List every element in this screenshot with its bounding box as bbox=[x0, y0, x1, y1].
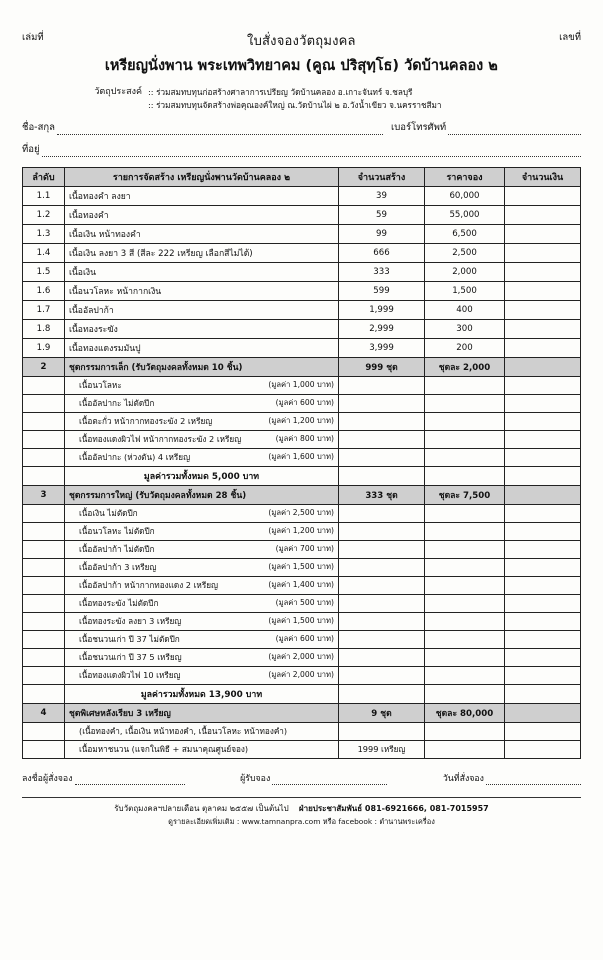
row-desc: เนื้อทองคำ ลงยา bbox=[65, 187, 339, 206]
row-qty: 2,999 bbox=[339, 320, 425, 339]
giveaway-qty: 1999 เหรียญ bbox=[339, 741, 425, 759]
item-label: เนื้อเงิน ไม่ตัดปีก bbox=[79, 508, 138, 519]
set-large-item-desc bbox=[65, 541, 339, 559]
purpose-line-1: :: ร่วมสมทบทุนก่อสร้างศาลาการเปรียญ วัดบ้านคลอง อ.เกาะจันทร์ จ.ชลบุรี bbox=[148, 87, 413, 97]
set-large-item-desc bbox=[65, 613, 339, 631]
row-desc: เนื้ออัลปาก้า bbox=[65, 301, 339, 320]
signature-row bbox=[22, 771, 581, 785]
row-price: 400 bbox=[425, 301, 505, 320]
set-small-amount[interactable] bbox=[505, 358, 581, 377]
row-no: 1.2 bbox=[23, 206, 65, 225]
row-no: 1.3 bbox=[23, 225, 65, 244]
set-special-desc: ชุดพิเศษหลังเรียบ 3 เหรียญ bbox=[65, 704, 339, 723]
set-small-item-desc bbox=[65, 377, 339, 395]
set-small-item-desc bbox=[65, 431, 339, 449]
set-large-no: 3 bbox=[23, 486, 65, 505]
row-amount[interactable] bbox=[505, 301, 581, 320]
title-block bbox=[44, 30, 560, 77]
col-price: ราคาจอง bbox=[425, 168, 505, 187]
item-value: (มูลค่า 600 บาท) bbox=[275, 634, 334, 644]
set-large-item-desc bbox=[65, 505, 339, 523]
set-special-qty: 9 ชุด bbox=[339, 704, 425, 723]
row-price: 2,000 bbox=[425, 263, 505, 282]
set-small-price: ชุดละ 2,000 bbox=[425, 358, 505, 377]
row-price: 60,000 bbox=[425, 187, 505, 206]
row-qty: 333 bbox=[339, 263, 425, 282]
table-row bbox=[23, 225, 581, 244]
item-label: เนื้ออัลปาก้า 3 เหรียญ bbox=[79, 562, 157, 573]
set-special-sub-row bbox=[23, 723, 581, 741]
row-no: 1.5 bbox=[23, 263, 65, 282]
set-large-item-row bbox=[23, 505, 581, 523]
item-value: (มูลค่า 600 บาท) bbox=[275, 398, 334, 408]
set-large-item-row bbox=[23, 595, 581, 613]
set-large-item-row bbox=[23, 649, 581, 667]
col-amount: จำนวนเงิน bbox=[505, 168, 581, 187]
table-row bbox=[23, 320, 581, 339]
address-field-input[interactable] bbox=[42, 145, 581, 157]
set-small-header-row bbox=[23, 358, 581, 377]
set-small-desc: ชุดกรรมการเล็ก (รับวัตถุมงคลทั้งหมด 10 ชิ้น) bbox=[65, 358, 339, 377]
item-label: เนื้อนวโลหะ ไม่ตัดปีก bbox=[79, 526, 155, 537]
footer-contact-text: ฝ่ายประชาสัมพันธ์ 081-6921666, 081-7015957 bbox=[298, 804, 489, 814]
giveaway-desc: เนื้อมหาชนวน (แจกในพิธี + สมนาคุณศูนย์จอง) bbox=[65, 741, 339, 759]
set-special-amount[interactable] bbox=[505, 704, 581, 723]
table-header-row bbox=[23, 168, 581, 187]
set-large-item-row bbox=[23, 541, 581, 559]
address-row bbox=[22, 142, 581, 157]
row-desc: เนื้อเงิน bbox=[65, 263, 339, 282]
row-price: 2,500 bbox=[425, 244, 505, 263]
table-row bbox=[23, 206, 581, 225]
row-amount[interactable] bbox=[505, 263, 581, 282]
table-row bbox=[23, 301, 581, 320]
set-small-item-desc bbox=[65, 413, 339, 431]
row-qty: 1,999 bbox=[339, 301, 425, 320]
row-no: 1.6 bbox=[23, 282, 65, 301]
set-large-item-desc bbox=[65, 667, 339, 685]
set-small-item-row bbox=[23, 377, 581, 395]
item-value: (มูลค่า 1,000 บาท) bbox=[268, 380, 334, 390]
item-label: เนื้ออัลปาก้า ไม่ตัดปีก bbox=[79, 544, 155, 555]
row-price: 200 bbox=[425, 339, 505, 358]
item-label: เนื้ออัลปาก้า หน้ากากทองแดง 2 เหรียญ bbox=[79, 580, 218, 591]
table-row bbox=[23, 187, 581, 206]
set-small-item-row bbox=[23, 413, 581, 431]
item-value: (มูลค่า 2,000 บาท) bbox=[268, 670, 334, 680]
signature-order-label: ลงชื่อผู้สั่งจอง bbox=[22, 774, 73, 785]
row-no: 1.1 bbox=[23, 187, 65, 206]
set-special-no: 4 bbox=[23, 704, 65, 723]
set-small-item-desc bbox=[65, 395, 339, 413]
set-large-item-desc bbox=[65, 523, 339, 541]
row-price: 300 bbox=[425, 320, 505, 339]
row-no: 1.9 bbox=[23, 339, 65, 358]
page-subtitle: เหรียญนั่งพาน พระเทพวิทยาคม (คูณ ปริสุทฺโธ) วัดบ้านคลอง ๒ bbox=[104, 58, 498, 74]
giveaway-row bbox=[23, 741, 581, 759]
set-large-header-row bbox=[23, 486, 581, 505]
item-value: (มูลค่า 700 บาท) bbox=[275, 544, 334, 554]
set-small-item-desc bbox=[65, 449, 339, 467]
row-amount[interactable] bbox=[505, 225, 581, 244]
item-label: เนื้อชนวนเก่า ปี 37 5 เหรียญ bbox=[79, 652, 182, 663]
row-qty: 39 bbox=[339, 187, 425, 206]
item-value: (มูลค่า 1,500 บาท) bbox=[268, 616, 334, 626]
table-row bbox=[23, 244, 581, 263]
set-large-item-row bbox=[23, 613, 581, 631]
signature-receiver bbox=[240, 771, 387, 785]
row-qty: 99 bbox=[339, 225, 425, 244]
set-small-total: มูลค่ารวมทั้งหมด 5,000 บาท bbox=[65, 467, 339, 486]
row-price: 1,500 bbox=[425, 282, 505, 301]
row-amount[interactable] bbox=[505, 206, 581, 225]
item-label: เนื้อทองระฆัง ไม่ตัดปีก bbox=[79, 598, 159, 609]
item-label: เนื้ออัลปากะ (ห่วงตัน) 4 เหรียญ bbox=[79, 452, 191, 463]
set-large-item-row bbox=[23, 667, 581, 685]
phone-field-input[interactable] bbox=[448, 123, 581, 135]
row-amount[interactable] bbox=[505, 339, 581, 358]
set-special-price: ชุดละ 80,000 bbox=[425, 704, 505, 723]
row-desc: เนื้อนวโลหะ หน้ากากเงิน bbox=[65, 282, 339, 301]
row-amount[interactable] bbox=[505, 244, 581, 263]
item-label: เนื้อทองระฆัง ลงยา 3 เหรียญ bbox=[79, 616, 182, 627]
set-small-qty: 999 ชุด bbox=[339, 358, 425, 377]
address-field-label: ที่อยู่ bbox=[22, 144, 40, 156]
signature-order bbox=[22, 771, 185, 785]
col-qty: จำนวนสร้าง bbox=[339, 168, 425, 187]
row-desc: เนื้อเงิน ลงยา 3 สี (สีละ 222 เหรียญ เลือกสีไม่ได้) bbox=[65, 244, 339, 263]
item-label: เนื้อตะกั่ว หน้ากากทองระฆัง 2 เหรียญ bbox=[79, 416, 213, 427]
set-small-item-row bbox=[23, 449, 581, 467]
set-large-price: ชุดละ 7,500 bbox=[425, 486, 505, 505]
set-large-item-row bbox=[23, 559, 581, 577]
item-value: (มูลค่า 2,000 บาท) bbox=[268, 652, 334, 662]
row-desc: เนื้อทองแดงรมมันปู bbox=[65, 339, 339, 358]
set-small-item-row bbox=[23, 431, 581, 449]
set-large-item-desc bbox=[65, 577, 339, 595]
set-large-total: มูลค่ารวมทั้งหมด 13,900 บาท bbox=[65, 685, 339, 704]
col-desc: รายการจัดสร้าง เหรียญนั่งพานวัดบ้านคลอง ๒ bbox=[65, 168, 339, 187]
item-value: (มูลค่า 2,500 บาท) bbox=[268, 508, 334, 518]
name-phone-row bbox=[22, 120, 581, 135]
row-qty: 599 bbox=[339, 282, 425, 301]
table-row bbox=[23, 282, 581, 301]
set-small-no: 2 bbox=[23, 358, 65, 377]
set-large-item-desc bbox=[65, 595, 339, 613]
signature-receiver-label: ผู้รับจอง bbox=[240, 774, 271, 785]
set-large-item-desc bbox=[65, 649, 339, 667]
row-desc: เนื้อเงิน หน้าทองคำ bbox=[65, 225, 339, 244]
row-amount[interactable] bbox=[505, 187, 581, 206]
item-value: (มูลค่า 1,500 บาท) bbox=[268, 562, 334, 572]
item-value: (มูลค่า 800 บาท) bbox=[275, 434, 334, 444]
footer-line-2: ดูรายละเอียดเพิ่มเติม : www.tamnanpra.com หรือ facebook : ตำนานพระเครื่อง bbox=[168, 817, 435, 827]
row-no: 1.7 bbox=[23, 301, 65, 320]
set-large-desc: ชุดกรรมการใหญ่ (รับวัตถุมงคลทั้งหมด 28 ชิ้น) bbox=[65, 486, 339, 505]
signature-order-input[interactable] bbox=[75, 773, 185, 785]
table-row bbox=[23, 339, 581, 358]
set-special-header-row bbox=[23, 704, 581, 723]
row-desc: เนื้อทองระฆัง bbox=[65, 320, 339, 339]
table-row bbox=[23, 263, 581, 282]
row-desc: เนื้อทองคำ bbox=[65, 206, 339, 225]
signature-date-label: วันที่สั่งจอง bbox=[442, 774, 484, 785]
purpose-block bbox=[22, 86, 581, 111]
purpose-line-2: :: ร่วมสมทบทุนจัดสร้างพ่อคุณองค์ใหญ่ ณ.วัดบ้านไผ่ ๒ อ.วังน้ำเขียว จ.นครราชสีมา bbox=[148, 99, 442, 110]
signature-date-input[interactable] bbox=[486, 773, 581, 785]
set-small-total-row bbox=[23, 467, 581, 486]
set-large-amount[interactable] bbox=[505, 486, 581, 505]
purpose-label: วัตถุประสงค์ bbox=[94, 87, 142, 97]
item-value: (มูลค่า 1,400 บาท) bbox=[268, 580, 334, 590]
item-value: (มูลค่า 1,600 บาท) bbox=[268, 452, 334, 462]
footer bbox=[22, 797, 581, 828]
row-no: 1.4 bbox=[23, 244, 65, 263]
row-no: 1.8 bbox=[23, 320, 65, 339]
row-amount[interactable] bbox=[505, 320, 581, 339]
item-label: เนื้ออัลปากะ ไม่ตัดปีก bbox=[79, 398, 155, 409]
row-price: 6,500 bbox=[425, 225, 505, 244]
item-label: เนื้อนวโลหะ bbox=[79, 380, 122, 391]
col-no: ลำดับ bbox=[23, 168, 65, 187]
footer-line-1 bbox=[22, 803, 581, 816]
set-small-item-row bbox=[23, 395, 581, 413]
set-large-qty: 333 ชุด bbox=[339, 486, 425, 505]
table-body bbox=[23, 187, 581, 759]
item-value: (มูลค่า 1,200 บาท) bbox=[268, 416, 334, 426]
name-field-label: ชื่อ-สกุล bbox=[22, 122, 55, 134]
serial-number-label: เลขที่ bbox=[559, 32, 581, 43]
set-large-item-row bbox=[23, 523, 581, 541]
set-large-item-row bbox=[23, 631, 581, 649]
row-qty: 3,999 bbox=[339, 339, 425, 358]
name-field-input[interactable] bbox=[57, 123, 383, 135]
order-table bbox=[22, 167, 581, 759]
row-qty: 666 bbox=[339, 244, 425, 263]
set-large-total-row bbox=[23, 685, 581, 704]
page-title: ใบสั่งจองวัตถุมงคล bbox=[247, 34, 356, 49]
footer-pickup-text: รับวัตถุมงคลฯปลายเดือน ตุลาคม ๒๕๕๗ เป็นต้นไป bbox=[114, 804, 289, 814]
header-top-line bbox=[22, 30, 581, 77]
row-price: 55,000 bbox=[425, 206, 505, 225]
item-label: เนื้อชนวนเก่า ปี 37 ไม่ตัดปีก bbox=[79, 634, 180, 645]
set-large-item-row bbox=[23, 577, 581, 595]
row-amount[interactable] bbox=[505, 282, 581, 301]
set-special-sub-desc: (เนื้อทองคำ, เนื้อเงิน หน้าทองคำ, เนื้อนวโลหะ หน้าทองคำ) bbox=[65, 723, 339, 741]
signature-date bbox=[443, 771, 581, 785]
book-number-label: เล่มที่ bbox=[22, 32, 44, 43]
item-value: (มูลค่า 500 บาท) bbox=[275, 598, 334, 608]
item-label: เนื้อทองแดงผิวไฟ 10 เหรียญ bbox=[79, 670, 181, 681]
row-qty: 59 bbox=[339, 206, 425, 225]
item-label: เนื้อทองแดงผิวไฟ หน้ากากทองระฆัง 2 เหรียญ bbox=[79, 434, 242, 445]
set-large-item-desc bbox=[65, 631, 339, 649]
phone-field-label: เบอร์โทรศัพท์ bbox=[391, 122, 447, 134]
item-value: (มูลค่า 1,200 บาท) bbox=[268, 526, 334, 536]
signature-receiver-input[interactable] bbox=[272, 773, 387, 785]
set-large-item-desc bbox=[65, 559, 339, 577]
